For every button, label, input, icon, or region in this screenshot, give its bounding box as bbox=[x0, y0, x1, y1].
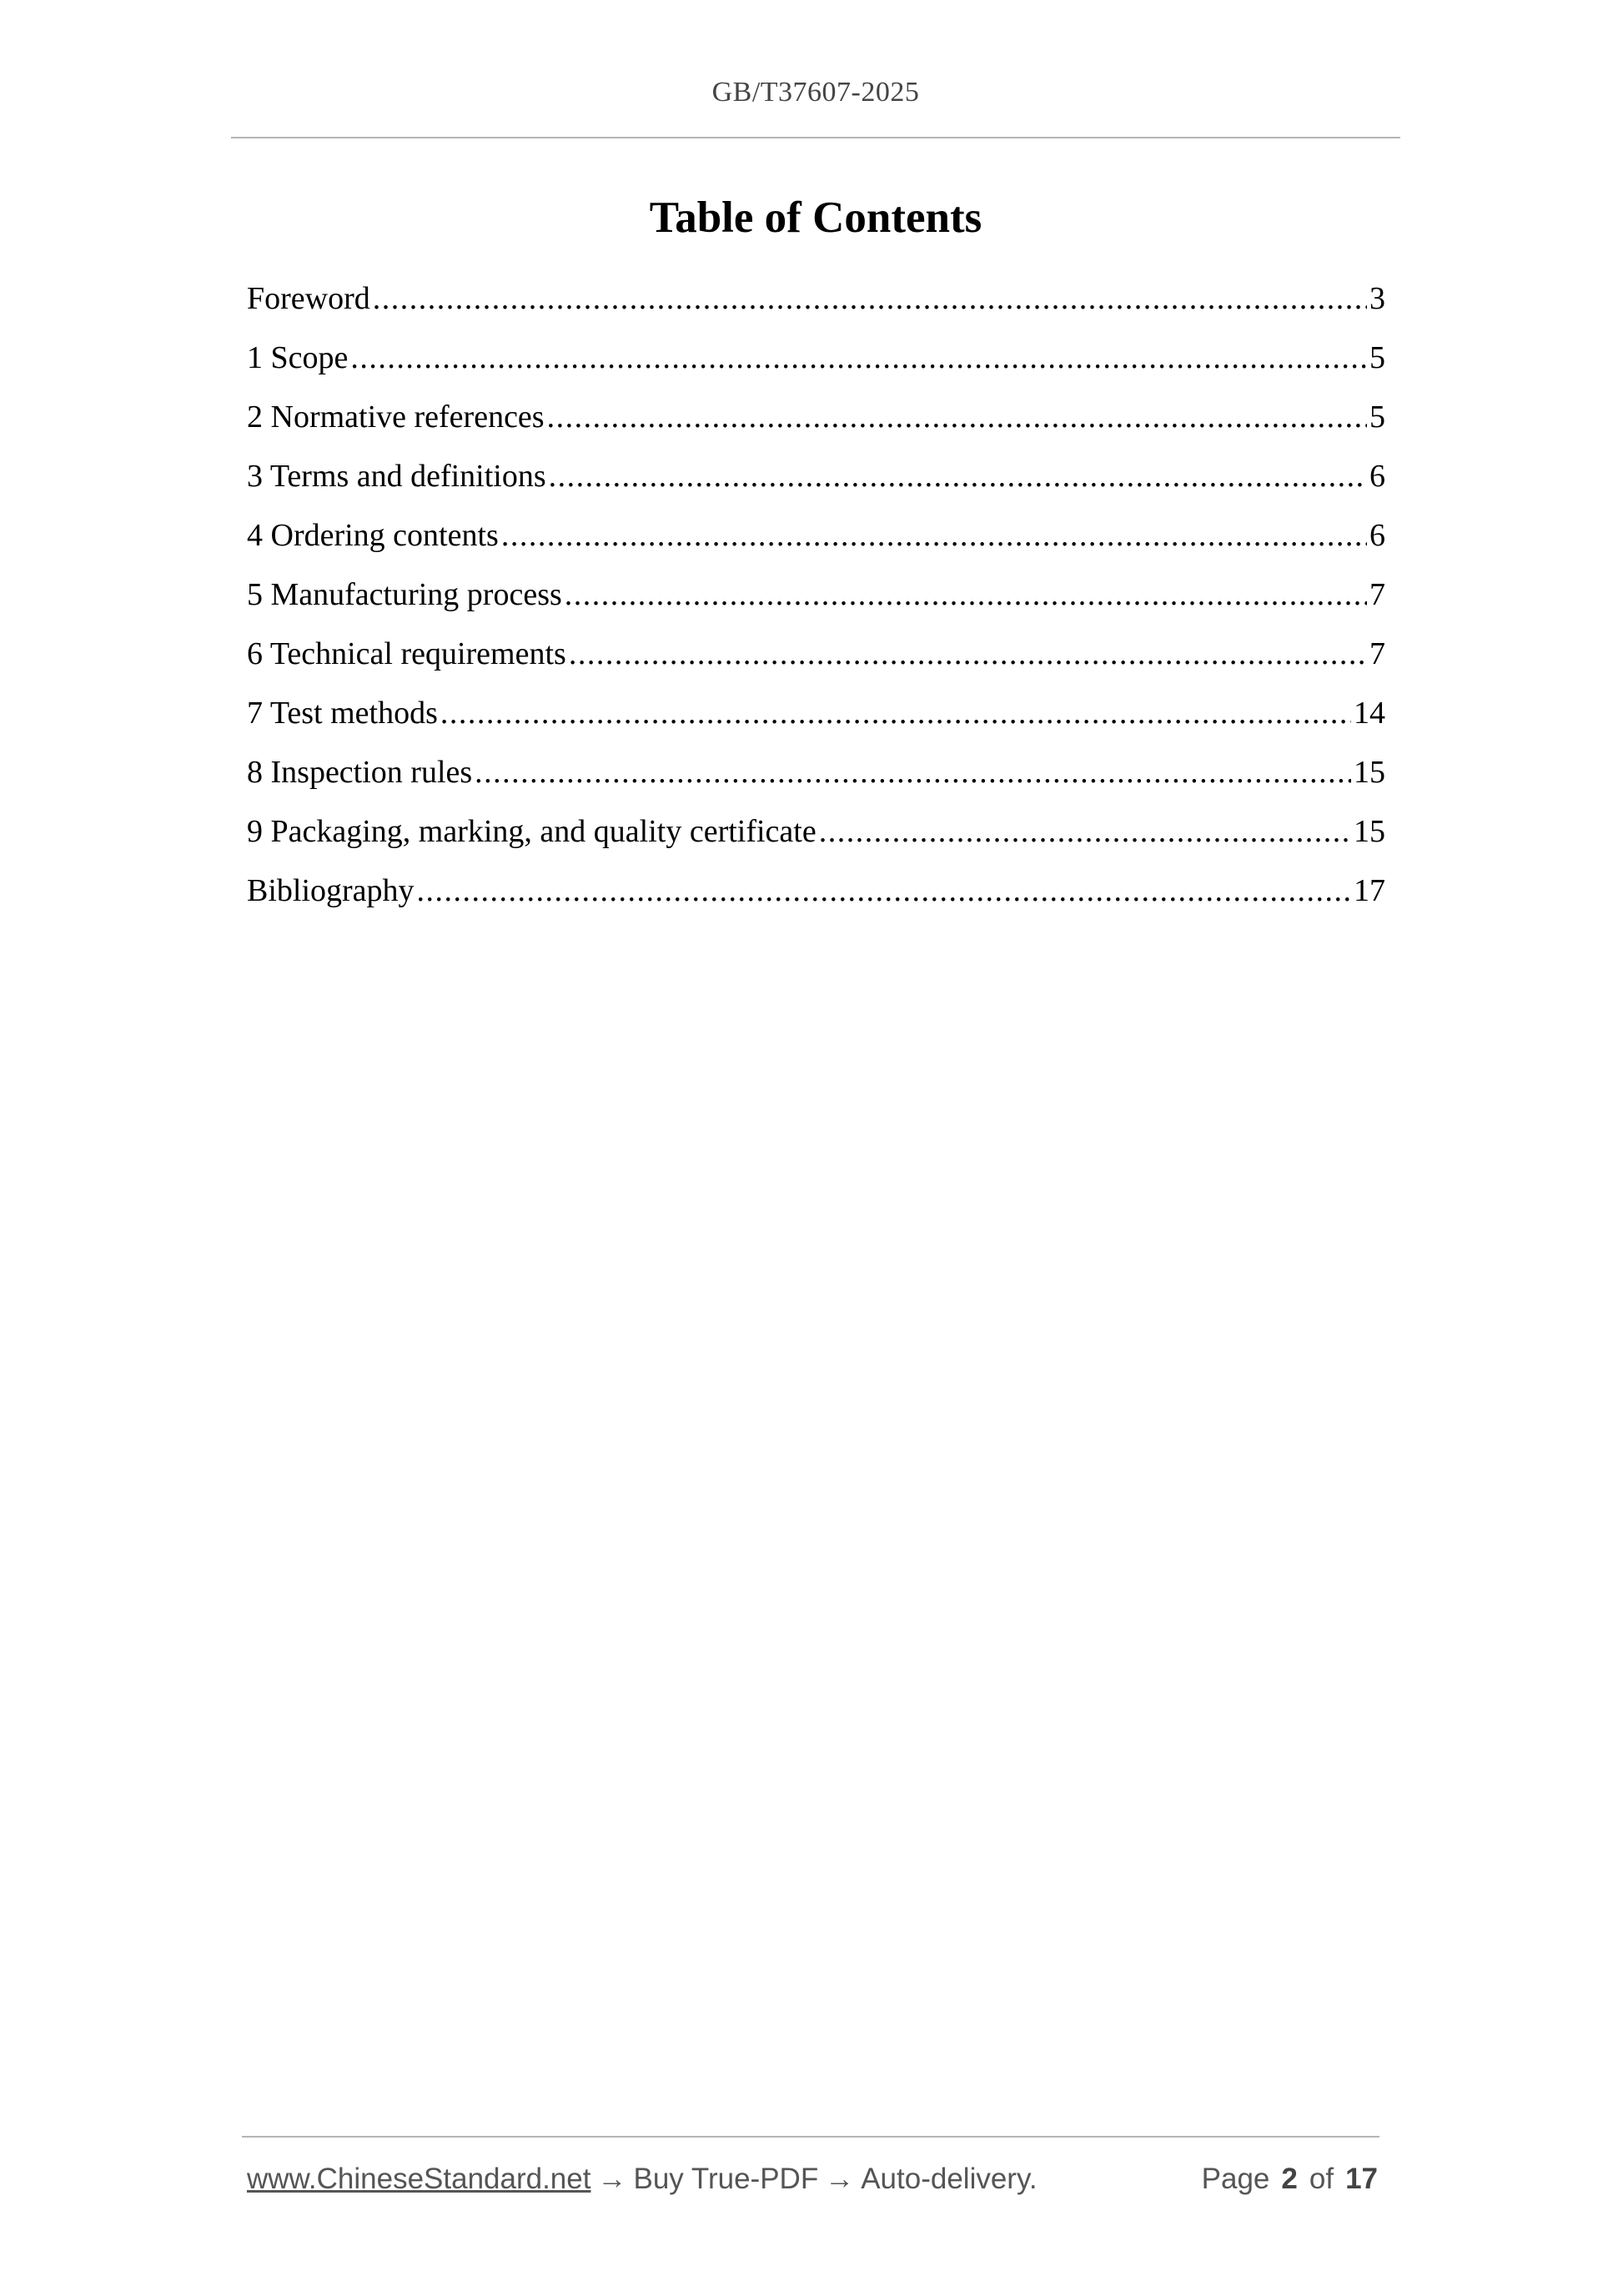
toc-entry-label: 3 Terms and definitions bbox=[247, 459, 546, 494]
toc-entry-label: Foreword bbox=[247, 281, 370, 316]
toc-entry-page: 14 bbox=[1354, 696, 1385, 731]
toc-entry-normative-references[interactable] bbox=[247, 394, 1385, 453]
toc-entry-page: 5 bbox=[1369, 399, 1385, 435]
toc-title: Table of Contents bbox=[649, 193, 982, 242]
toc-entry-inspection-rules[interactable] bbox=[247, 749, 1385, 808]
toc-dot-leader bbox=[350, 334, 1367, 381]
arrow-right-icon: → bbox=[597, 2163, 627, 2195]
toc-entry-page: 6 bbox=[1369, 518, 1385, 553]
page-current: 2 bbox=[1281, 2163, 1298, 2195]
toc-entry-label: 6 Technical requirements bbox=[247, 636, 566, 671]
toc-entry-page: 7 bbox=[1369, 636, 1385, 671]
toc-dot-leader bbox=[373, 275, 1367, 322]
toc-dot-leader bbox=[440, 690, 1351, 736]
site-link[interactable]: www.ChineseStandard.net bbox=[247, 2163, 591, 2195]
toc-entry-label: 9 Packaging, marking, and quality certificate bbox=[247, 814, 817, 849]
toc-entry-page: 15 bbox=[1354, 814, 1385, 849]
toc-dot-leader bbox=[417, 867, 1351, 914]
page-total: 17 bbox=[1345, 2163, 1378, 2195]
toc-entry-page: 7 bbox=[1369, 577, 1385, 612]
toc-dot-leader bbox=[547, 394, 1367, 440]
toc-entry-technical-requirements[interactable] bbox=[247, 631, 1385, 690]
of-word: of bbox=[1309, 2163, 1334, 2195]
toc-entry-label: 1 Scope bbox=[247, 340, 349, 375]
toc-entry-manufacturing-process[interactable] bbox=[247, 571, 1385, 631]
toc-entry-page: 17 bbox=[1354, 873, 1385, 908]
toc-dot-leader bbox=[549, 453, 1367, 500]
page-header-doc-code: GB/T37607-2025 bbox=[711, 77, 920, 108]
toc-entry-bibliography[interactable] bbox=[247, 867, 1385, 927]
buy-true-pdf-text: Buy True-PDF bbox=[633, 2163, 819, 2195]
toc-entry-label: 7 Test methods bbox=[247, 696, 438, 731]
toc-entry-foreword[interactable] bbox=[247, 275, 1385, 334]
toc-entry-scope[interactable] bbox=[247, 334, 1385, 394]
toc-list bbox=[247, 275, 1385, 927]
auto-delivery-text: Auto-delivery. bbox=[861, 2163, 1038, 2195]
toc-entry-packaging-marking[interactable] bbox=[247, 808, 1385, 867]
toc-entry-page: 5 bbox=[1369, 340, 1385, 375]
toc-dot-leader bbox=[565, 571, 1367, 618]
toc-entry-label: 8 Inspection rules bbox=[247, 755, 473, 790]
page-counter bbox=[1202, 2158, 1378, 2200]
toc-entry-label: 5 Manufacturing process bbox=[247, 577, 562, 612]
page-word: Page bbox=[1201, 2163, 1270, 2195]
toc-entry-page: 15 bbox=[1354, 755, 1385, 790]
arrow-right-icon: → bbox=[825, 2163, 855, 2195]
toc-dot-leader bbox=[819, 808, 1351, 855]
footer-promo bbox=[247, 2158, 1038, 2200]
toc-entry-label: Bibliography bbox=[247, 873, 415, 908]
toc-entry-page: 3 bbox=[1369, 281, 1385, 316]
header-divider bbox=[231, 137, 1400, 138]
footer-divider bbox=[242, 2136, 1379, 2138]
toc-entry-label: 4 Ordering contents bbox=[247, 518, 499, 553]
page-footer bbox=[247, 2158, 1378, 2200]
toc-dot-leader bbox=[569, 631, 1367, 677]
toc-dot-leader bbox=[501, 512, 1367, 559]
toc-entry-ordering-contents[interactable] bbox=[247, 512, 1385, 571]
toc-dot-leader bbox=[475, 749, 1351, 796]
toc-entry-test-methods[interactable] bbox=[247, 690, 1385, 749]
toc-entry-terms-and-definitions[interactable] bbox=[247, 453, 1385, 512]
toc-entry-page: 6 bbox=[1369, 459, 1385, 494]
toc-entry-label: 2 Normative references bbox=[247, 399, 545, 435]
